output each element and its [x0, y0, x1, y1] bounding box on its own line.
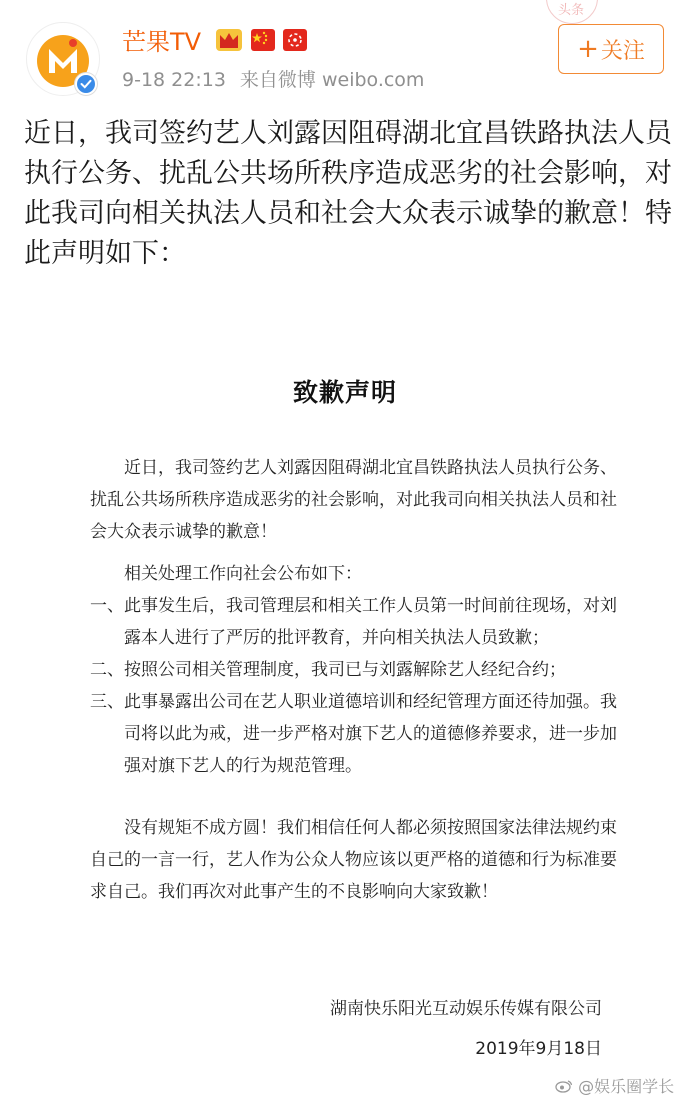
list-item	[90, 654, 620, 686]
watermark	[555, 1074, 674, 1097]
document-title: 致歉声明	[292, 378, 397, 407]
list-item	[90, 686, 620, 782]
document-lead: 相关处理工作向社会公布如下：	[124, 564, 362, 584]
follow-button[interactable]	[558, 24, 664, 74]
weibo-logo-icon	[555, 1079, 573, 1093]
list-item-number: 一、	[90, 596, 124, 616]
follow-label: 关注	[600, 38, 645, 64]
list-item-text: 此事暴露出公司在艺人职业道德培训和经纪管理方面还待加强。我司将以此为戒，进一步严格对旗下艺人的道德修养要求，进一步加强对旗下艺人的行为规范管理。	[124, 692, 617, 776]
watermark-text: @娱乐圈学长	[578, 1077, 675, 1096]
toutiao-stamp	[536, 0, 606, 22]
hongkong-flag-icon	[282, 28, 308, 56]
list-item-text: 按照公司相关管理制度，我司已与刘露解除艺人经纪合约；	[124, 660, 566, 680]
list-item-text: 此事发生后，我司管理层和相关工作人员第一时间前往现场，对刘露本人进行了严厉的批评教育，并向相关执法人员致歉；	[124, 596, 617, 648]
list-item	[90, 590, 620, 654]
list-item-number: 三、	[90, 692, 124, 712]
document-date: 2019年9月18日	[475, 1039, 602, 1059]
plus-icon: +	[577, 34, 599, 64]
user-badges	[214, 27, 308, 57]
china-flag-icon	[250, 28, 276, 56]
document-closing: 没有规矩不成方圆！我们相信任何人都必须按照国家法律法规约束自己的一言一行，艺人作为公众人物应该以更严格的道德和行为标准要求自己。我们再次对此事产生的不良影响向大家致歉！	[90, 818, 617, 902]
apology-document	[90, 452, 620, 908]
username[interactable]: 芒果TV	[122, 28, 202, 56]
post-timestamp: 9-18 22:13	[122, 69, 226, 91]
post-text: 近日，我司签约艺人刘露因阻碍湖北宜昌铁路执法人员执行公务、扰乱公共场所秩序造成恶劣的社会影响，对此我司向相关执法人员和社会大众表示诚挚的歉意！特此声明如下：	[24, 118, 672, 269]
post-source[interactable]: 来自微博 weibo.com	[239, 69, 425, 91]
stamp-text: 头条	[557, 3, 584, 18]
crown-icon	[214, 27, 244, 57]
verified-badge-icon	[74, 72, 98, 96]
post-meta	[122, 66, 424, 94]
list-item-number: 二、	[90, 660, 124, 680]
document-intro: 近日，我司签约艺人刘露因阻碍湖北宜昌铁路执法人员执行公务、扰乱公共场所秩序造成恶劣的社会影响，对此我司向相关执法人员和社会大众表示诚挚的歉意！	[90, 458, 617, 542]
document-company: 湖南快乐阳光互动娱乐传媒有限公司	[330, 999, 602, 1019]
